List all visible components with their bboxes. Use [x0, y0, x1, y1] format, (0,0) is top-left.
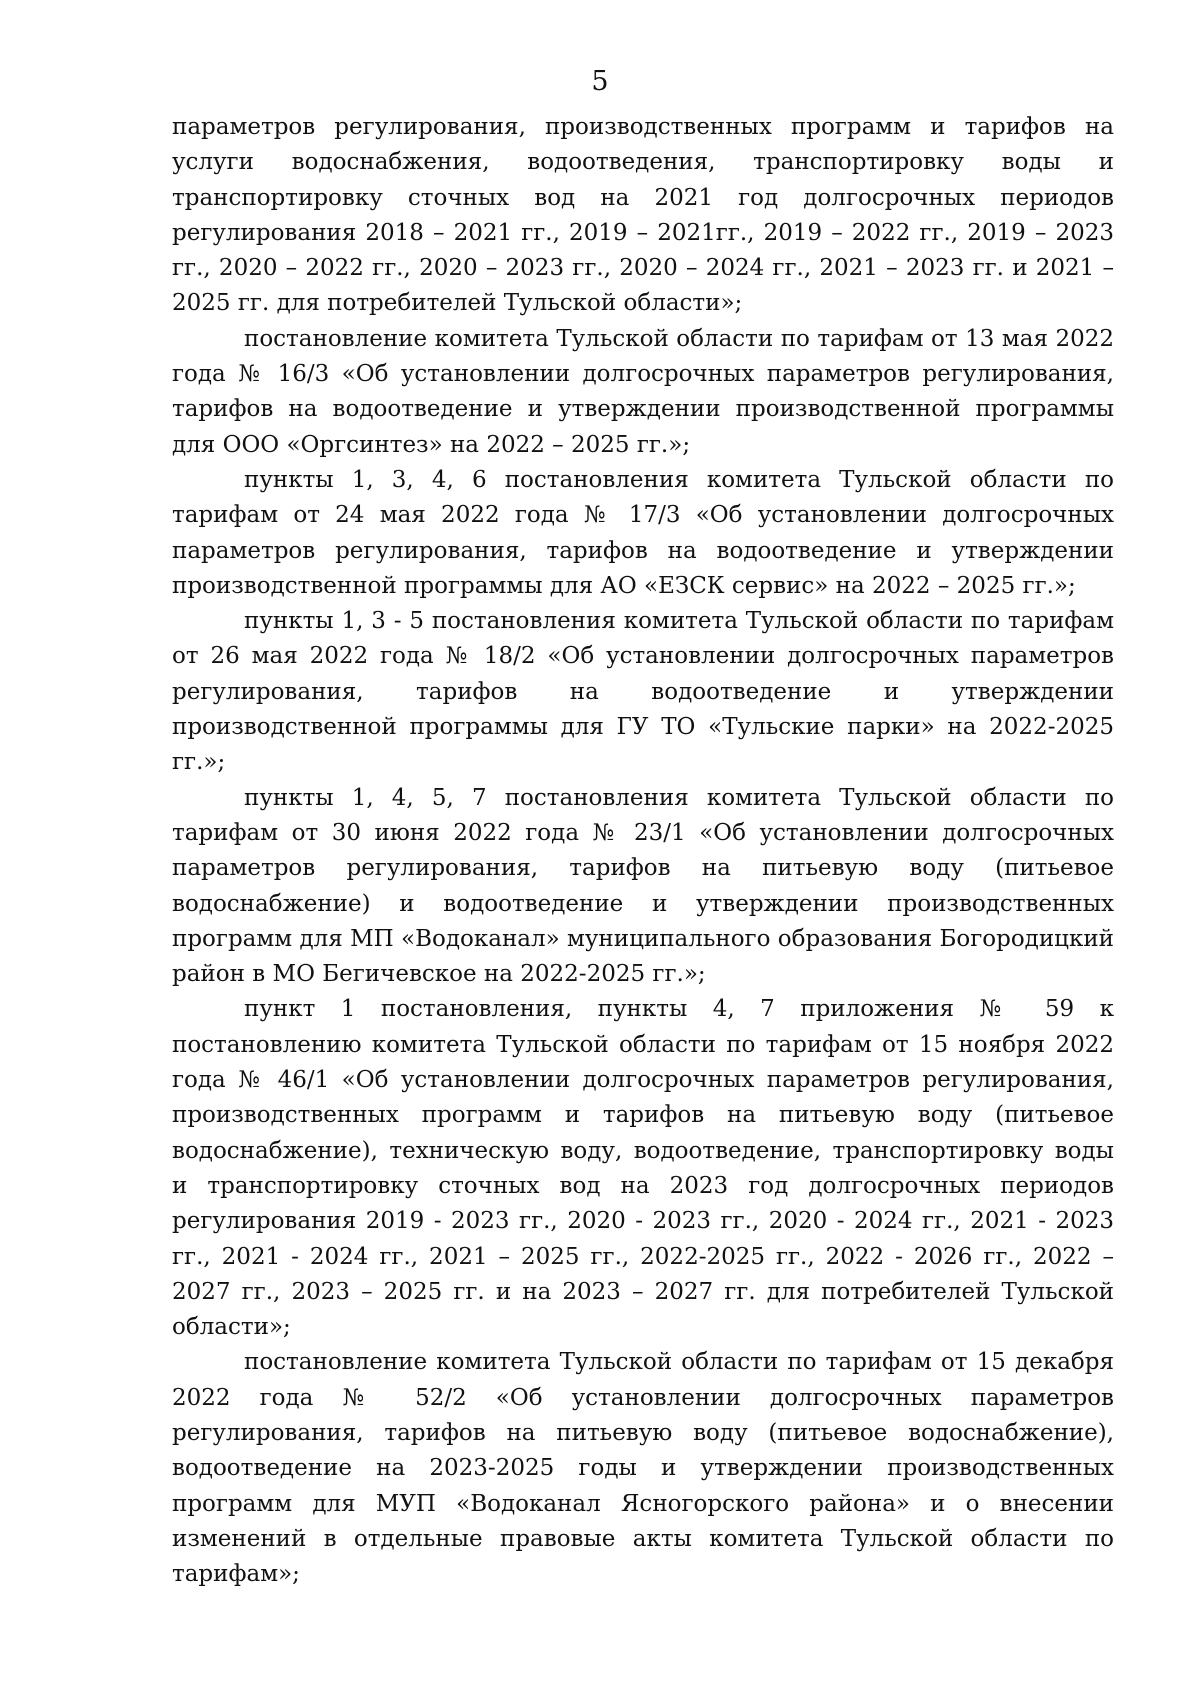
- paragraph-resolution-23-1: пункты 1, 4, 5, 7 постановления комитета Тульской области по тарифам от 30 июня 2022 года № 23/1 «Об установлении долгосрочных параметров регулирования, тарифов на питьевую воду (питьевое водоснабжение) и водоотведение и утверждении производственных программ для МП «Водоканал» муниципального образования Богородицкий район в МО Бегичевское на 2022-2025 гг.»;: [172, 784, 1114, 988]
- paragraph-continuation: параметров регулирования, производственных программ и тарифов на услуги водоснабжения, водоотведения, транспортировку воды и транспортировку сточных вод на 2021 год долгосрочных периодов регулирования 2018 – 2021 гг., 2019 – 2021гг., 2019 – 2022 гг., 2019 – 2023 гг., 2020 – 2022 гг., 2020 – 2023 гг., 2020 – 2024 гг., 2021 – 2023 гг. и 2021 – 2025 гг. для потребителей Тульской области»;: [172, 114, 1114, 317]
- paragraph-resolution-18-2: пункты 1, 3 - 5 постановления комитета Тульской области по тарифам от 26 мая 2022 года № 18/2 «Об установлении долгосрочных параметров регулирования, тарифов на водоотведение и утверждении производственной программы для ГУ ТО «Тульские парки» на 2022-2025 гг.»;: [172, 608, 1114, 776]
- paragraph-resolution-52-2: постановление комитета Тульской области по тарифам от 15 декабря 2022 года № 52/2 «Об установлении долгосрочных параметров регулирования, тарифов на питьевую воду (питьевое водоснабжение), водоотведение на 2023-2025 годы и утверждении производственных программ для МУП «Водоканал Ясногорского района» и о внесении изменений в отдельные правовые акты комитета Тульской области по тарифам»;: [172, 1349, 1114, 1588]
- page-number: 5: [591, 66, 609, 97]
- document-body: [172, 110, 1114, 1592]
- paragraph-resolution-16-3: постановление комитета Тульской области по тарифам от 13 мая 2022 года № 16/3 «Об установлении долгосрочных параметров регулирования, тарифов на водоотведение и утверждении производственной программы для ООО «Оргсинтез» на 2022 – 2025 гг.»;: [172, 325, 1114, 458]
- paragraph-resolution-17-3: пункты 1, 3, 4, 6 постановления комитета Тульской области по тарифам от 24 мая 2022 года № 17/3 «Об установлении долгосрочных параметров регулирования, тарифов на водоотведение и утверждении производственной программы для АО «ЕЗСК сервис» на 2022 – 2025 гг.»;: [172, 466, 1114, 599]
- paragraph-resolution-46-1: пункт 1 постановления, пункты 4, 7 приложения № 59 к постановлению комитета Тульской области по тарифам от 15 ноября 2022 года № 46/1 «Об установлении долгосрочных параметров регулирования, производственных программ и тарифов на питьевую воду (питьевое водоснабжение), техническую воду, водоотведение, транспортировку воды и транспортировку сточных вод на 2023 год долгосрочных периодов регулирования 2019 - 2023 гг., 2020 - 2023 гг., 2020 - 2024 гг., 2021 - 2023 гг., 2021 - 2024 гг., 2021 – 2025 гг., 2022-2025 гг., 2022 - 2026 гг., 2022 – 2027 гг., 2023 – 2025 гг. и на 2023 – 2027 гг. для потребителей Тульской области»;: [172, 996, 1114, 1341]
